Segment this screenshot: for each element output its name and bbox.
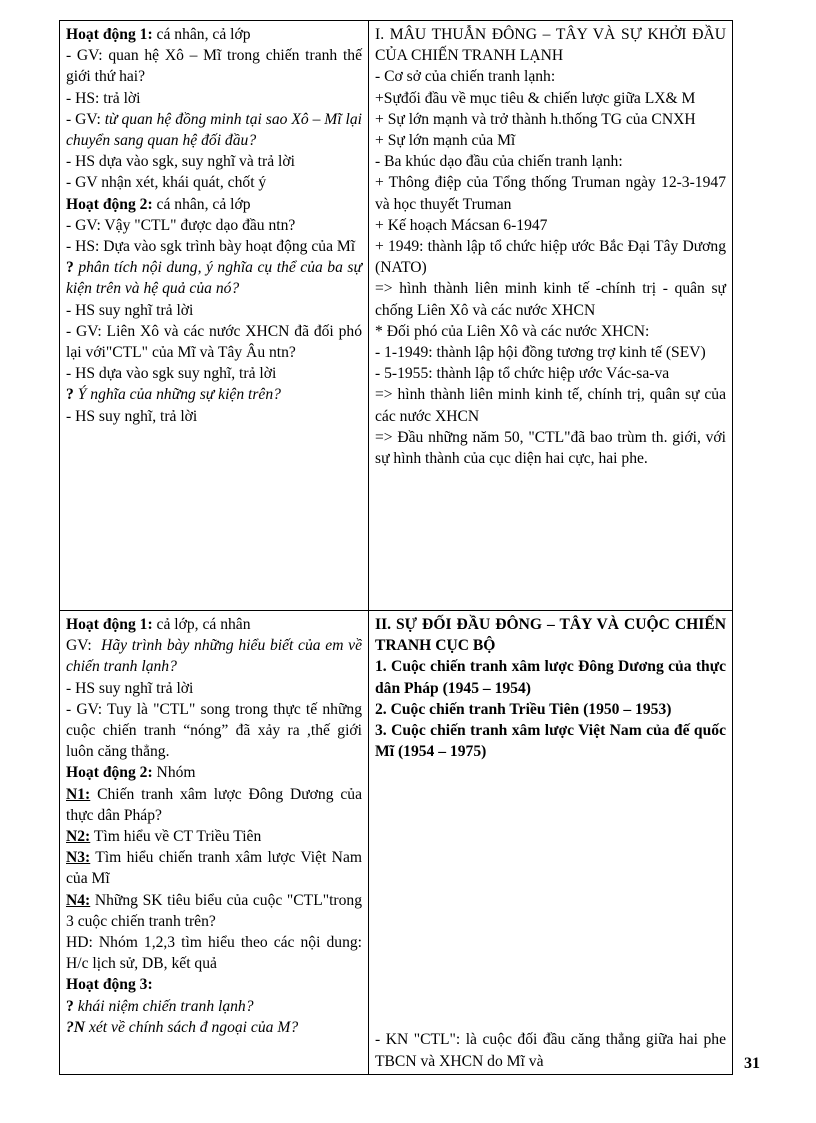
paragraph: ?N xét về chính sách đ ngoại của M? xyxy=(66,1018,299,1036)
paragraph: +Sựđối đầu về mục tiêu & chiến lược giữa LX& M xyxy=(375,89,696,107)
paragraph: GV: Hãy trình bày những hiểu biết của em về chiến tranh lạnh? xyxy=(66,637,362,676)
paragraph: - Cơ sở của chiến tranh lạnh: xyxy=(375,68,556,86)
paragraph: Hoạt động 1: cả lớp, cá nhân xyxy=(66,616,251,633)
paragraph: 2. Cuộc chiến tranh Triều Tiên (1950 – 1953) xyxy=(375,700,672,718)
paragraph: N3: Tìm hiểu chiến tranh xâm lược Việt Nam của Mĩ xyxy=(66,849,362,888)
paragraph: => Đầu những năm 50, "CTL"đã bao trùm th. giới, với sự hình thành của cục diện hai cực, hai phe. xyxy=(375,428,726,468)
paragraph: - Ba khúc dạo đầu của chiến tranh lạnh: xyxy=(375,153,623,171)
paragraph: - HS suy nghĩ, trả lời xyxy=(66,407,198,425)
paragraph: - GV: quan hệ Xô – Mĩ trong chiến tranh thế giới thứ hai? xyxy=(66,47,362,86)
paragraph: - GV: Vậy "CTL" được dạo đầu ntn? xyxy=(66,216,296,234)
paragraph: - GV: Liên Xô và các nước XHCN đã đối phó lại với"CTL" của Mĩ và Tây Âu ntn? xyxy=(66,322,362,362)
paragraph: ? phân tích nội dung, ý nghĩa cụ thể của ba sự kiện trên và hệ quả của nó? xyxy=(66,259,362,298)
paragraph: + Sự lớn mạnh của Mĩ xyxy=(375,132,516,150)
lesson-table xyxy=(59,20,733,1075)
paragraph: HD: Nhóm 1,2,3 tìm hiểu theo các nội dung: H/c lịch sử, DB, kết quả xyxy=(66,934,362,973)
paragraph: ? khái niệm chiến tranh lạnh? xyxy=(66,997,254,1015)
paragraph: - GV nhận xét, khái quát, chốt ý xyxy=(66,174,267,192)
spacer xyxy=(375,762,726,1029)
table-row xyxy=(60,611,733,1075)
paragraph: N1: Chiến tranh xâm lược Đông Dương của thực dân Pháp? xyxy=(66,785,362,824)
paragraph: - HS: Dựa vào sgk trình bày hoạt động của Mĩ xyxy=(66,238,356,256)
paragraph: 1. Cuộc chiến tranh xâm lược Đông Dương của thực dân Pháp (1945 – 1954) xyxy=(375,658,726,697)
paragraph: - KN "CTL": là cuộc đối đầu căng thẳng giữa hai phe TBCN và XHCN do Mĩ và xyxy=(375,1031,726,1070)
table-row xyxy=(60,21,733,611)
paragraph: + Kế hoạch Mácsan 6-1947 xyxy=(375,216,548,234)
paragraph: - 5-1955: thành lập tổ chức hiệp ước Vác-sa-va xyxy=(375,365,670,383)
paragraph: Hoạt động 2: cá nhân, cả lớp xyxy=(66,195,251,213)
paragraph: => hình thành liên minh kinh tế, chính trị, quân sự của các nước XHCN xyxy=(375,386,726,425)
content-cell xyxy=(369,21,733,611)
paragraph: Hoạt động 1: cá nhân, cả lớp xyxy=(66,26,251,43)
section-heading: I. MÂU THUẪN ĐÔNG – TÂY VÀ SỰ KHỞI ĐẦU CỦA CHIẾN TRANH LẠNH xyxy=(375,26,726,65)
paragraph: => hình thành liên minh kinh tế -chính trị - quân sự chống Liên Xô và các nước XHCN xyxy=(375,280,726,319)
paragraph: N4: Những SK tiêu biểu của cuộc "CTL"trong 3 cuộc chiến tranh trên? xyxy=(66,891,362,930)
paragraph: + Thông điệp của Tổng thống Truman ngày 12-3-1947 và học thuyết Truman xyxy=(375,174,726,213)
paragraph: Hoạt động 2: Nhóm xyxy=(66,764,196,782)
paragraph: + Sự lớn mạnh và trở thành h.thống TG của CNXH xyxy=(375,110,696,128)
paragraph: - HS suy nghĩ trả lời xyxy=(66,679,194,697)
paragraph: - HS suy nghĩ trả lời xyxy=(66,301,194,319)
paragraph: ? Ý nghĩa của những sự kiện trên? xyxy=(66,386,281,404)
paragraph: - 1-1949: thành lập hội đồng tương trợ kinh tế (SEV) xyxy=(375,344,706,362)
activities-cell xyxy=(60,21,369,611)
page-number: 31 xyxy=(744,1055,760,1072)
paragraph: Hoạt động 3: xyxy=(66,976,153,994)
paragraph: - HS dựa vào sgk suy nghĩ, trả lời xyxy=(66,365,277,383)
paragraph: - HS: trả lời xyxy=(66,89,141,107)
paragraph: 3. Cuộc chiến tranh xâm lược Việt Nam của đế quốc Mĩ (1954 – 1975) xyxy=(375,722,726,761)
paragraph: - HS dựa vào sgk, suy nghĩ và trả lời xyxy=(66,153,295,171)
paragraph: - GV: Tuy là "CTL" song trong thực tế những cuộc chiến tranh “nóng” đã xảy ra ,thế giới luôn căng thẳng. xyxy=(66,700,362,761)
paragraph: - GV: từ quan hệ đồng minh tại sao Xô – Mĩ lại chuyển sang quan hệ đối đầu? xyxy=(66,110,362,150)
section-heading: II. SỰ ĐỐI ĐẦU ĐÔNG – TÂY VÀ CUỘC CHIẾN TRANH CỤC BỘ xyxy=(375,616,726,655)
content-cell xyxy=(369,611,733,1075)
paragraph: * Đối phó của Liên Xô và các nước XHCN: xyxy=(375,322,650,340)
paragraph: N2: Tìm hiểu về CT Triều Tiên xyxy=(66,828,262,846)
paragraph: + 1949: thành lập tổ chức hiệp ước Bắc Đại Tây Dương (NATO) xyxy=(375,238,726,277)
activities-cell xyxy=(60,611,369,1075)
